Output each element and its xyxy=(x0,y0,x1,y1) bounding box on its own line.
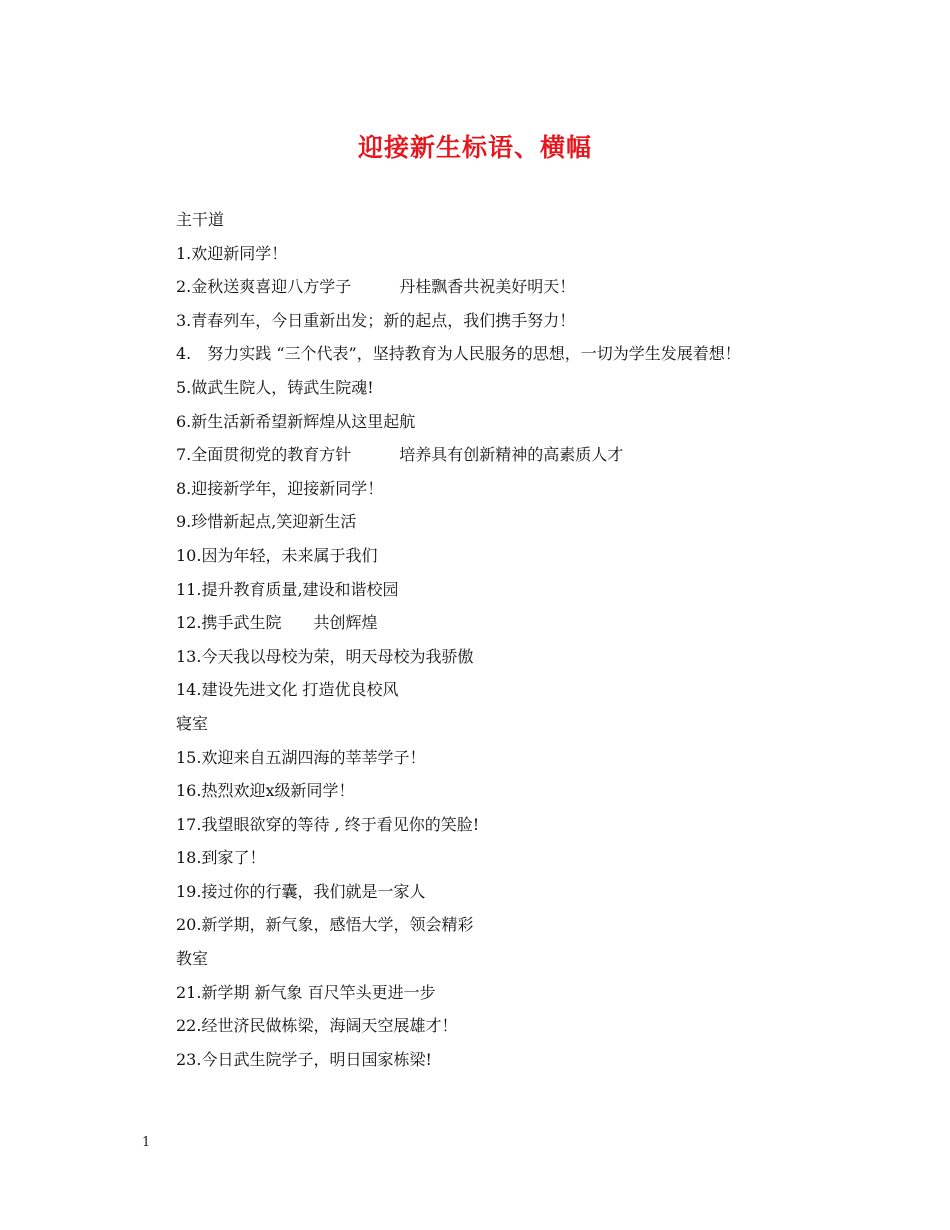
page-number: 1 xyxy=(142,1135,151,1150)
slogan-line: 17.我望眼欲穿的等待 , 终于看见你的笑脸! xyxy=(176,814,480,834)
slogan-line: 12.携手武生院 共创辉煌 xyxy=(176,613,378,633)
slogan-line: 21.新学期 新气象 百尺竿头更进一步 xyxy=(176,982,436,1002)
slogan-line: 14.建设先进文化 打造优良校风 xyxy=(176,680,399,700)
slogan-line: 16.热烈欢迎x级新同学！ xyxy=(176,781,355,801)
slogan-line: 2.金秋送爽喜迎八方学子 丹桂飘香共祝美好明天！ xyxy=(176,277,576,297)
slogan-line: 22.经世济民做栋梁，海阔天空展雄才！ xyxy=(176,1016,458,1036)
slogan-line: 5.做武生院人，铸武生院魂! xyxy=(176,377,374,397)
slogan-line: 11.提升教育质量,建设和谐校园 xyxy=(176,579,399,599)
section-heading-dormitory: 寝室 xyxy=(176,713,209,733)
slogan-line: 8.迎接新学年，迎接新同学！ xyxy=(176,478,384,498)
section-heading-classroom: 教室 xyxy=(176,949,209,969)
slogan-line: 1.欢迎新同学！ xyxy=(176,243,288,263)
slogan-line: 15.欢迎来自五湖四海的莘莘学子！ xyxy=(176,747,426,767)
slogan-line: 4. 努力实践 “三个代表”，坚持教育为人民服务的思想，一切为学生发展着想！ xyxy=(176,344,741,364)
slogan-line: 9.珍惜新起点,笑迎新生活 xyxy=(176,512,357,532)
slogan-line: 7.全面贯彻党的教育方针 培养具有创新精神的高素质人才 xyxy=(176,445,624,465)
slogan-line: 20.新学期，新气象，感悟大学，领会精彩 xyxy=(176,915,474,935)
slogan-line: 6.新生活新希望新辉煌从这里起航 xyxy=(176,411,416,431)
slogan-line: 3.青春列车，今日重新出发；新的起点，我们携手努力！ xyxy=(176,310,576,330)
slogan-line: 13.今天我以母校为荣，明天母校为我骄傲 xyxy=(176,646,474,666)
slogan-line: 10.因为年轻，未来属于我们 xyxy=(176,545,378,565)
document-title: 迎接新生标语、横幅 xyxy=(357,133,592,162)
slogan-line: 19.接过你的行囊，我们就是一家人 xyxy=(176,881,426,901)
slogan-line: 23.今日武生院学子，明日国家栋梁! xyxy=(176,1049,432,1069)
section-heading-main-road: 主干道 xyxy=(176,210,225,229)
slogan-line: 18.到家了！ xyxy=(176,848,266,868)
document-body xyxy=(142,203,810,1076)
